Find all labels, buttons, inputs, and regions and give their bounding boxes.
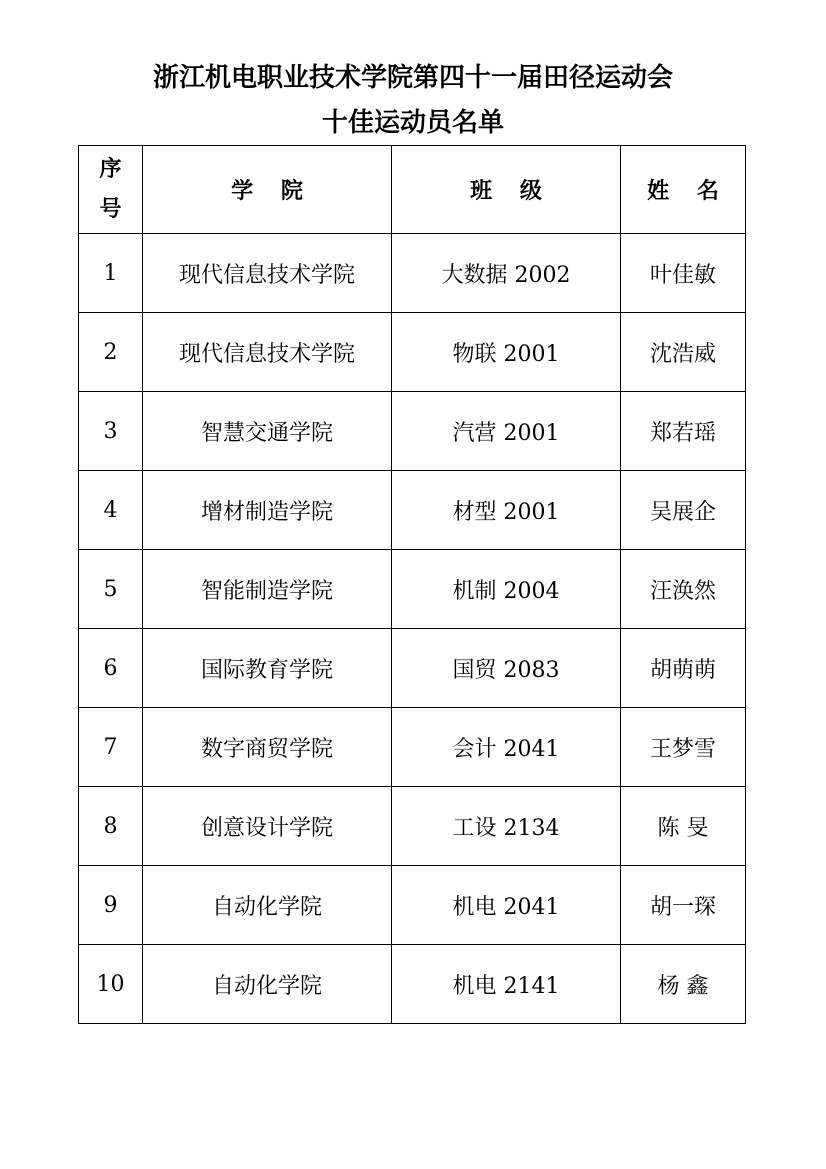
table-row: [79, 629, 746, 708]
cell-college: 创意设计学院: [143, 787, 392, 866]
cell-class: 材型 2001: [392, 471, 621, 550]
cell-seq: 3: [79, 392, 143, 471]
cell-seq: 8: [79, 787, 143, 866]
cell-college: 智能制造学院: [143, 550, 392, 629]
cell-college: 自动化学院: [143, 866, 392, 945]
cell-class: 机电 2141: [392, 945, 621, 1024]
cell-name: 汪涣然: [621, 550, 746, 629]
cell-name: 胡萌萌: [621, 629, 746, 708]
cell-seq: 2: [79, 313, 143, 392]
cell-seq: 6: [79, 629, 143, 708]
cell-class: 工设 2134: [392, 787, 621, 866]
cell-college: 现代信息技术学院: [143, 313, 392, 392]
table-row: [79, 866, 746, 945]
cell-seq: 10: [79, 945, 143, 1024]
cell-college: 数字商贸学院: [143, 708, 392, 787]
table-row: [79, 708, 746, 787]
cell-college: 智慧交通学院: [143, 392, 392, 471]
table-row: [79, 945, 746, 1024]
cell-name: 沈浩威: [621, 313, 746, 392]
cell-seq: 7: [79, 708, 143, 787]
cell-class: 会计 2041: [392, 708, 621, 787]
cell-name: 王梦雪: [621, 708, 746, 787]
cell-class: 机电 2041: [392, 866, 621, 945]
cell-college: 增材制造学院: [143, 471, 392, 550]
cell-name: 叶佳敏: [621, 234, 746, 313]
cell-name: 郑若瑶: [621, 392, 746, 471]
cell-class: 机制 2004: [392, 550, 621, 629]
column-header-seq: 序号: [79, 146, 143, 234]
column-header-name: 姓 名: [621, 146, 746, 234]
cell-seq: 1: [79, 234, 143, 313]
table-row: [79, 313, 746, 392]
cell-college: 国际教育学院: [143, 629, 392, 708]
cell-class: 物联 2001: [392, 313, 621, 392]
column-header-college: 学 院: [143, 146, 392, 234]
cell-seq: 5: [79, 550, 143, 629]
cell-name: 杨 鑫: [621, 945, 746, 1024]
document-subtitle: 十佳运动员名单: [321, 108, 504, 138]
cell-class: 大数据 2002: [392, 234, 621, 313]
column-header-class: 班 级: [392, 146, 621, 234]
cell-college: 现代信息技术学院: [143, 234, 392, 313]
document-title: 浙江机电职业技术学院第四十一届田径运动会: [152, 63, 673, 93]
table-row: [79, 787, 746, 866]
table-row: [79, 471, 746, 550]
cell-college: 自动化学院: [143, 945, 392, 1024]
table-row: [79, 392, 746, 471]
cell-name: 陈 旻: [621, 787, 746, 866]
cell-seq: 9: [79, 866, 143, 945]
cell-seq: 4: [79, 471, 143, 550]
table-row: [79, 234, 746, 313]
table-header-row: [79, 146, 746, 234]
athlete-roster-table: [78, 145, 746, 1024]
table-row: [79, 550, 746, 629]
cell-class: 汽营 2001: [392, 392, 621, 471]
cell-class: 国贸 2083: [392, 629, 621, 708]
cell-name: 吴展企: [621, 471, 746, 550]
cell-name: 胡一琛: [621, 866, 746, 945]
